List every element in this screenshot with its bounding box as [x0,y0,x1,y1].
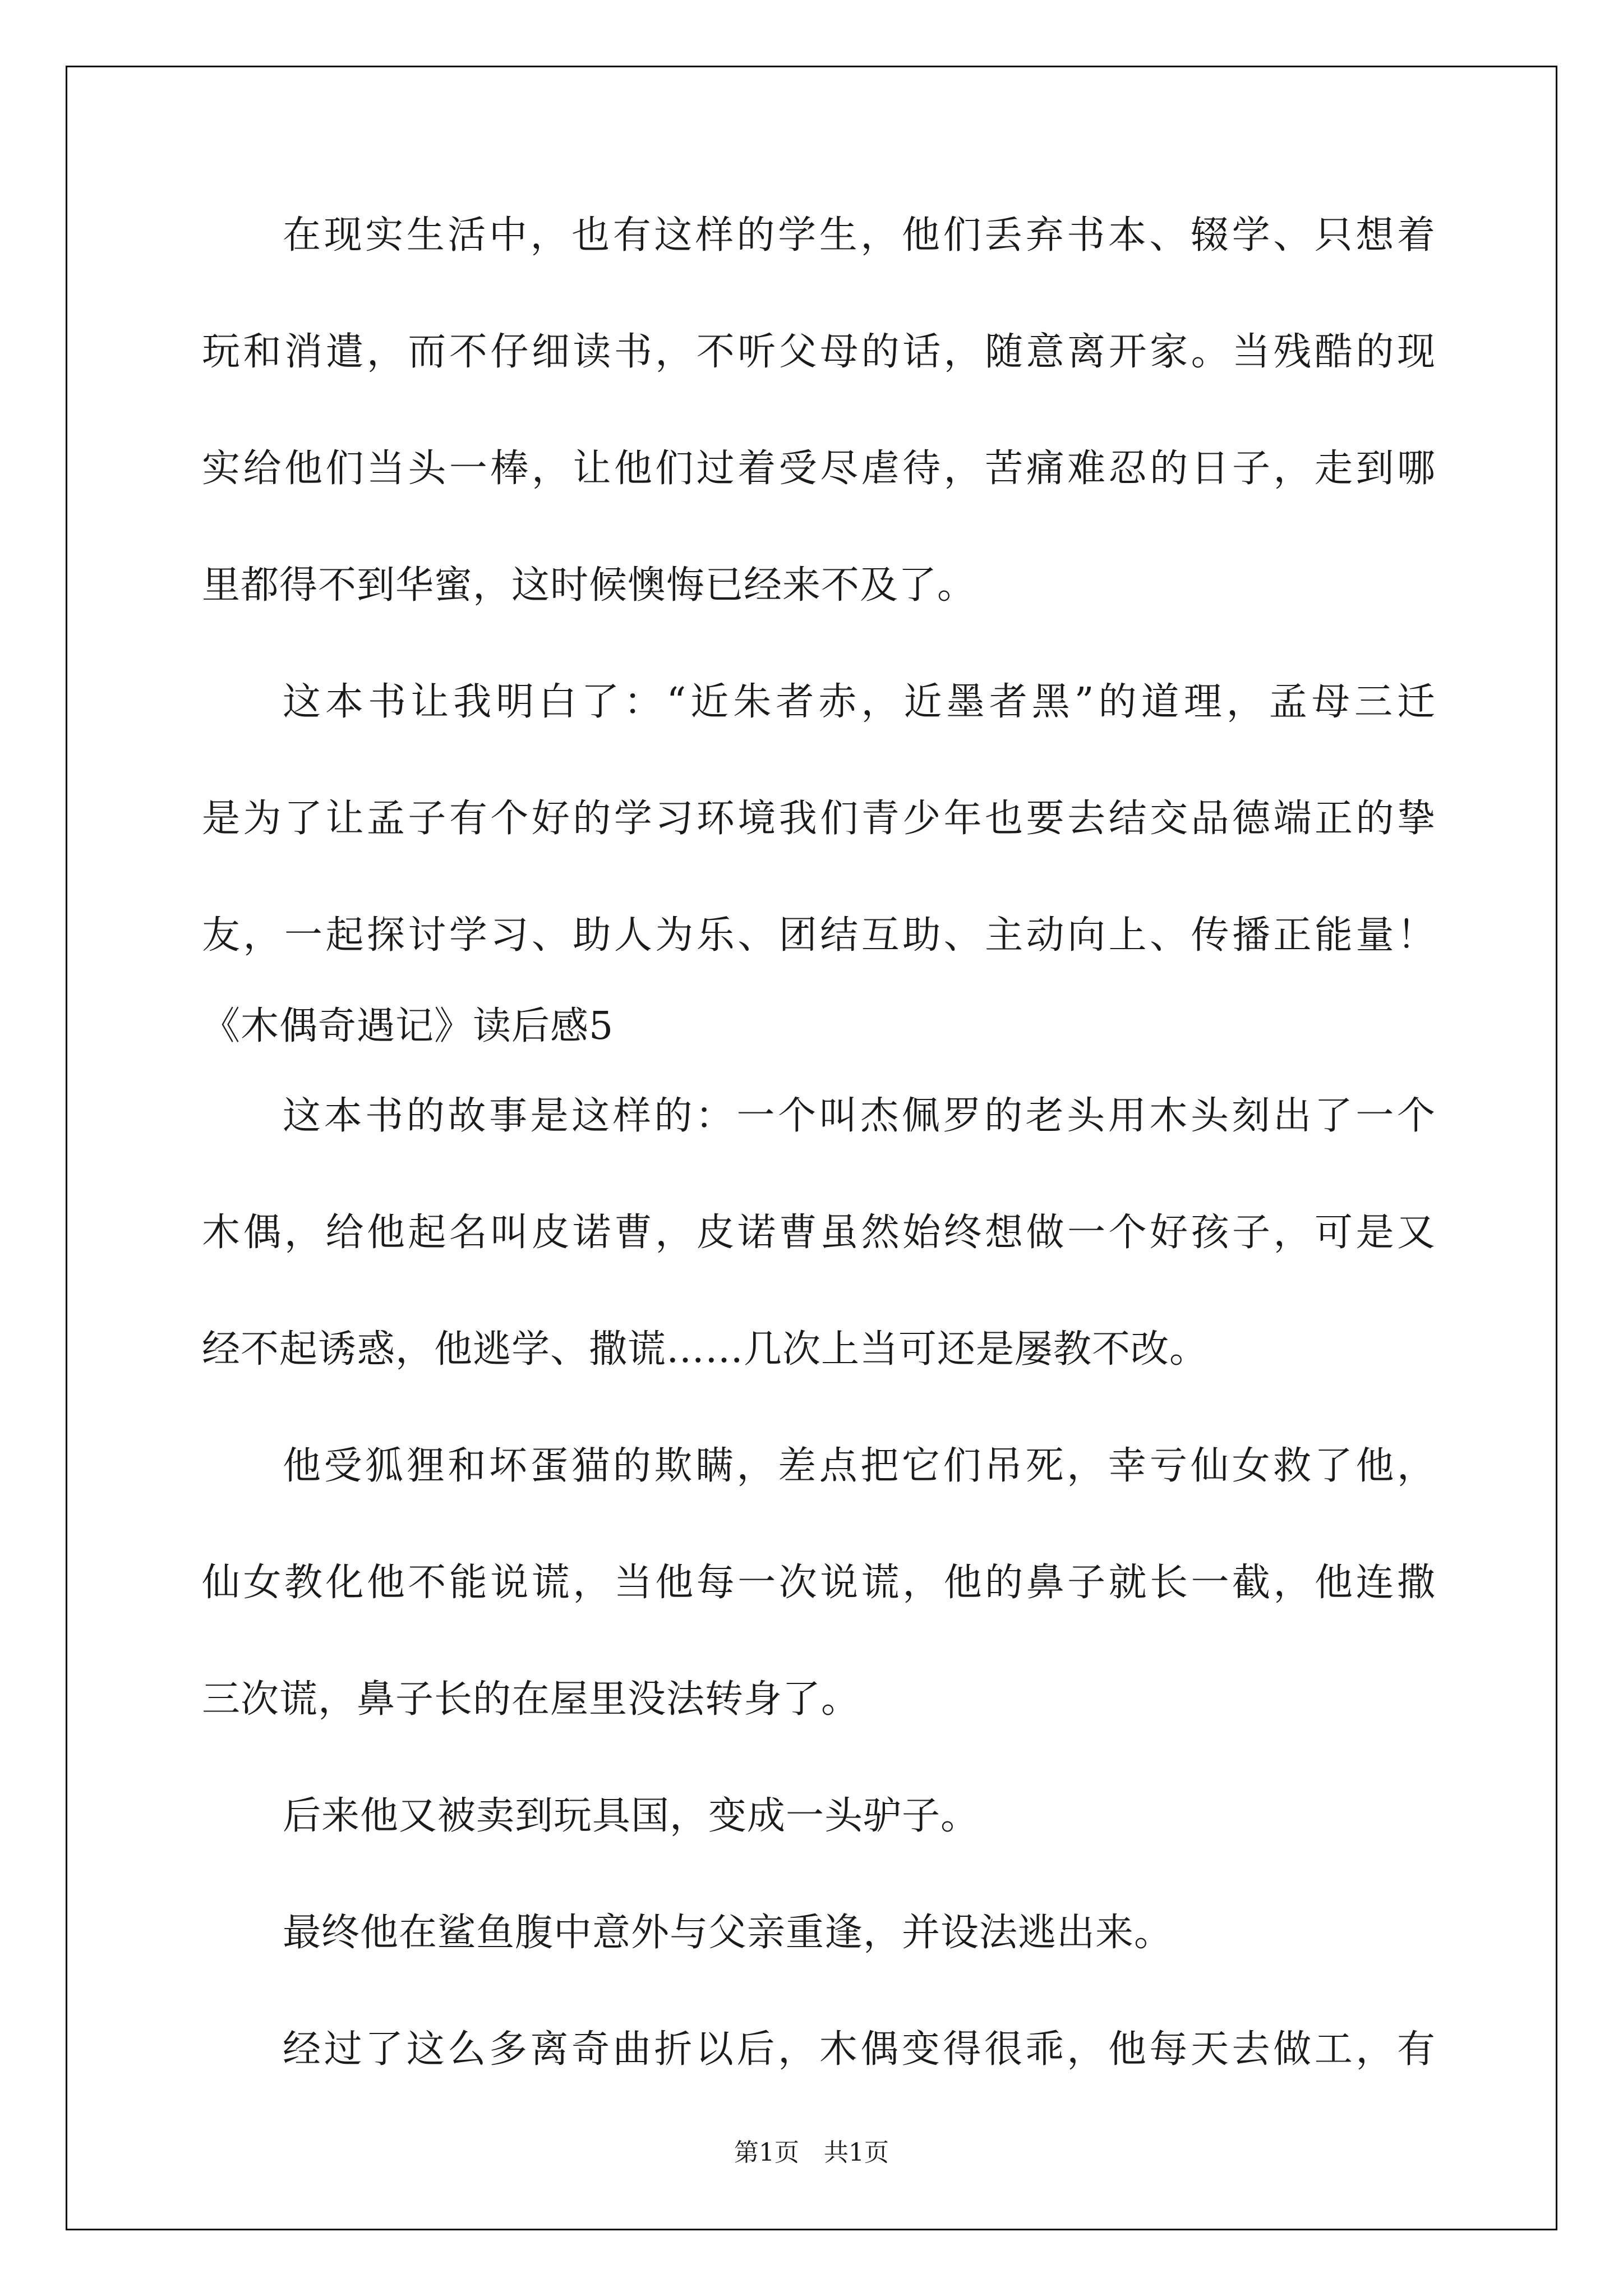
text-line: 木偶，给他起名叫皮诺曹，皮诺曹虽然始终想做一个好孩子，可是又 [202,1211,1436,1255]
text-line: 是为了让孟子有个好的学习环境我们青少年也要去结交品德端正的挚 [202,797,1436,841]
text-line: 在现实生活中，也有这样的学生，他们丢弃书本、辍学、只想着 [283,213,1436,257]
text-line: 这本书的故事是这样的：一个叫杰佩罗的老头用木头刻出了一个 [283,1094,1436,1138]
text-line: 里都得不到华蜜，这时候懊悔已经来不及了。 [202,563,976,608]
section-heading: 《木偶奇遇记》读后感5 [202,1004,614,1048]
page-footer: 第1页 共1页 [734,2138,889,2167]
text-line: 玩和消遣，而不仔细读书，不听父母的话，随意离开家。当残酷的现 [202,330,1436,374]
text-line: 这本书让我明白了：“近朱者赤，近墨者黑”的道理，孟母三迁 [283,680,1436,724]
text-line: 经过了这么多离奇曲折以后，木偶变得很乖，他每天去做工，有 [283,2027,1436,2072]
text-line: 实给他们当头一棒，让他们过着受尽虐待，苦痛难忍的日子，走到哪 [202,447,1436,491]
text-line: 经不起诱惑，他逃学、撒谎……几次上当可还是屡教不改。 [202,1327,1209,1372]
text-line: 最终他在鲨鱼腹中意外与父亲重逢，并设法逃出来。 [283,1911,1173,1955]
text-line: 他受狐狸和坏蛋猫的欺瞒，差点把它们吊死，幸亏仙女救了他， [283,1444,1436,1488]
text-line: 后来他又被卖到玩具国，变成一头驴子。 [283,1794,980,1838]
text-line: 仙女教化他不能说谎，当他每一次说谎，他的鼻子就长一截，他连撒 [202,1561,1436,1605]
text-line: 友，一起探讨学习、助人为乐、团结互助、主动向上、传播正能量！ [202,913,1436,958]
text-line: 三次谎，鼻子长的在屋里没法转身了。 [202,1677,860,1722]
